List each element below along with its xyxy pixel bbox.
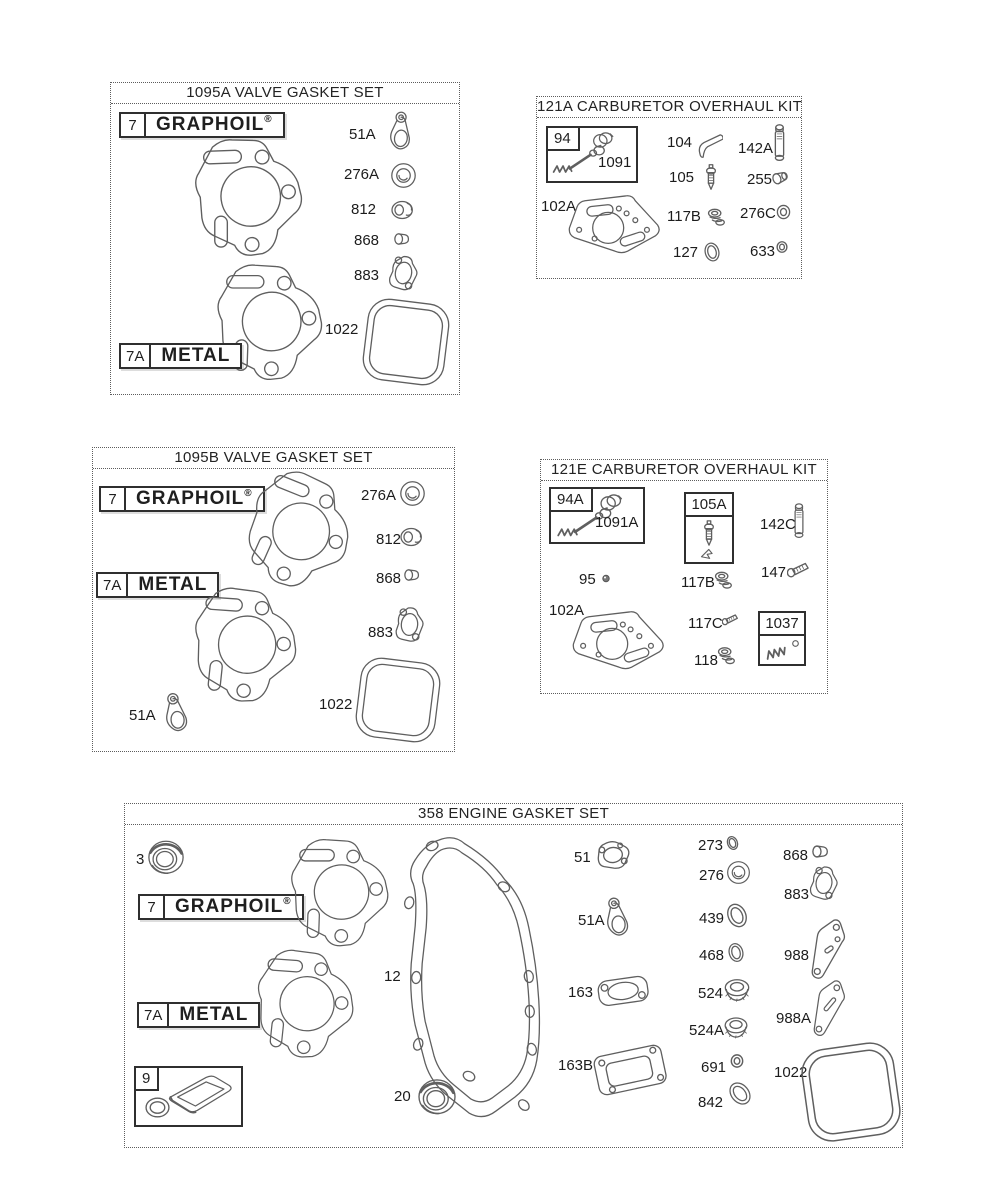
part-label-273: 273 <box>698 837 724 854</box>
part-label-12: 12 <box>384 968 401 985</box>
oval-seal-drawing <box>720 1074 760 1114</box>
subbox-number: 94 <box>548 128 580 151</box>
part-label-812: 812 <box>376 531 402 548</box>
oring-drawing <box>144 1096 171 1119</box>
part-label-1022: 1022 <box>325 321 359 338</box>
panel-121a-carburetor-overhaul-kit <box>536 96 802 279</box>
part-label-3: 3 <box>136 851 145 868</box>
part-label-20: 20 <box>394 1088 411 1105</box>
bolt-drawing <box>792 500 806 542</box>
part-label-147: 147 <box>761 564 787 581</box>
part-label-117B: 117B <box>667 208 701 225</box>
panel-1095a-valve-gasket-set <box>110 82 460 395</box>
part-label-988A: 988A <box>776 1010 812 1027</box>
part-label-142A: 142A <box>738 140 774 157</box>
tag-number: 7A <box>121 345 151 367</box>
part-label-883: 883 <box>354 267 380 284</box>
valve-cover-gasket-drawing <box>357 293 455 391</box>
tag-label: GRAPHOIL <box>156 114 265 135</box>
part-label-276C: 276C <box>740 205 776 222</box>
part-label-95: 95 <box>579 571 596 588</box>
breather-gasket-drawing <box>591 1039 669 1099</box>
clip-drawing <box>698 547 718 560</box>
part-label-883: 883 <box>784 886 810 903</box>
registered-mark: ® <box>244 488 253 499</box>
part-label-163: 163 <box>568 984 594 1001</box>
part-label-1091: 1091 <box>598 154 632 171</box>
cup-drawing <box>770 167 792 189</box>
head-gasket-drawing <box>182 576 308 714</box>
screw-plug-drawing <box>714 570 734 590</box>
panel-title: 358 ENGINE GASKET SET <box>125 804 902 825</box>
part-label-117C: 117C <box>688 615 723 632</box>
part-label-524: 524 <box>698 985 724 1002</box>
part-label-1022: 1022 <box>774 1064 808 1081</box>
rocker-seal-drawing <box>161 690 191 735</box>
part-label-102A: 102A <box>541 198 577 215</box>
part-label-868: 868 <box>354 232 380 249</box>
panel-title: 121E CARBURETOR OVERHAUL KIT <box>541 460 827 481</box>
part-label-276A: 276A <box>361 487 397 504</box>
head-gasket-drawing <box>245 937 365 1070</box>
float-needle-drawing <box>704 163 718 191</box>
welch-plug-drawing <box>723 1015 749 1041</box>
part-label-163B: 163B <box>558 1057 594 1074</box>
screw-plug-drawing <box>707 207 727 227</box>
tag-number: 7 <box>121 114 146 136</box>
part-label-51A: 51A <box>578 912 605 929</box>
part-label-127: 127 <box>673 244 699 261</box>
screw-drawing <box>787 560 809 578</box>
ring-drawing <box>729 1054 745 1068</box>
part-label-142C: 142C <box>760 516 796 533</box>
material-tag-metal <box>119 343 242 369</box>
subbox-number: 94A <box>551 489 593 512</box>
tag-label: GRAPHOIL <box>136 488 245 509</box>
oval-seal-drawing <box>700 239 723 265</box>
kit-subbox-9 <box>134 1066 243 1127</box>
bracket-gasket-drawing <box>810 919 846 981</box>
ring-drawing <box>776 241 788 253</box>
part-label-1091A: 1091A <box>595 514 639 531</box>
part-label-1022: 1022 <box>319 696 353 713</box>
grommet-drawing <box>399 480 426 507</box>
material-tag-graphoil <box>138 894 304 920</box>
subbox-number: 1037 <box>760 613 804 636</box>
part-label-868: 868 <box>376 570 402 587</box>
part-label-691: 691 <box>701 1059 727 1076</box>
part-label-276: 276 <box>699 867 725 884</box>
part-label-102A: 102A <box>549 602 585 619</box>
bracket-gasket-drawing <box>812 980 846 1038</box>
part-label-633: 633 <box>750 243 776 260</box>
kit-subbox-105A <box>684 492 734 564</box>
part-label-883: 883 <box>368 624 394 641</box>
ring-drawing <box>776 204 791 220</box>
valve-cover-gasket-drawing <box>795 1036 908 1149</box>
kit-subbox-94A <box>549 487 645 544</box>
part-label-524A: 524A <box>689 1022 725 1039</box>
part-label-105: 105 <box>669 169 695 186</box>
port-gasket-drawing <box>386 253 421 293</box>
rocker-seal-drawing <box>384 109 417 153</box>
screw-drawing <box>722 611 738 627</box>
tag-number: 7 <box>140 896 165 918</box>
panel-358-engine-gasket-set <box>124 803 903 1148</box>
head-gasket-drawing <box>233 461 364 601</box>
panel-title: 121A CARBURETOR OVERHAUL KIT <box>537 97 801 118</box>
panel-title: 1095B VALVE GASKET SET <box>93 448 454 469</box>
material-tag-metal <box>137 1002 260 1028</box>
part-label-812: 812 <box>351 201 377 218</box>
oval-seal-drawing <box>725 940 748 965</box>
registered-mark: ® <box>283 896 292 907</box>
part-label-439: 439 <box>699 910 725 927</box>
plug-drawing <box>404 568 421 582</box>
kit-subbox-94 <box>546 126 638 183</box>
grommet-drawing <box>726 860 751 885</box>
oil-seal-drawing <box>417 1076 457 1119</box>
part-label-51A: 51A <box>129 707 156 724</box>
head-gasket-drawing <box>177 121 320 273</box>
cover-gasket-drawing <box>160 1073 238 1114</box>
head-gasket-drawing <box>201 249 338 396</box>
pin-drawing <box>602 574 610 583</box>
registered-mark: ® <box>264 114 273 125</box>
port-gasket-drawing <box>807 862 841 904</box>
plug-drawing <box>812 844 830 859</box>
oval-seal-drawing <box>720 898 753 933</box>
tag-number: 7A <box>139 1004 169 1026</box>
subbox-number: 105A <box>686 494 732 517</box>
bolt-drawing <box>772 124 787 162</box>
carb-gasket-drawing <box>569 610 667 672</box>
part-label-118: 118 <box>694 652 718 669</box>
tag-label: METAL <box>161 345 231 366</box>
carb-gasket-drawing <box>564 194 664 256</box>
rocker-seal-drawing <box>602 895 632 939</box>
part-label-868: 868 <box>783 847 809 864</box>
spring-drawing <box>763 643 790 662</box>
panel-1095b-valve-gasket-set <box>92 447 455 752</box>
tag-label: GRAPHOIL <box>175 896 284 917</box>
float-needle-drawing <box>702 520 716 546</box>
subbox-number: 9 <box>136 1068 159 1091</box>
tag-number: 7A <box>98 574 128 596</box>
kit-subbox-1037 <box>758 611 806 666</box>
cap-drawing <box>599 494 623 511</box>
port-gasket-drawing <box>593 838 633 873</box>
part-label-468: 468 <box>699 947 725 964</box>
tag-label: METAL <box>179 1004 249 1025</box>
part-label-842: 842 <box>698 1094 724 1111</box>
oil-seal-drawing <box>147 839 185 877</box>
part-label-255: 255 <box>747 171 773 188</box>
part-label-51: 51 <box>574 849 591 866</box>
part-label-988: 988 <box>784 947 810 964</box>
part-label-276A: 276A <box>344 166 380 183</box>
part-label-117B: 117B <box>681 574 715 591</box>
cap-drawing <box>592 132 614 148</box>
washer-drawing <box>792 640 799 647</box>
welch-plug-drawing <box>723 977 751 1004</box>
tag-label: METAL <box>138 574 208 595</box>
part-label-51A: 51A <box>349 126 376 143</box>
seal-drawing <box>399 526 425 548</box>
part-label-104: 104 <box>667 134 693 151</box>
screw-plug-drawing <box>717 646 737 665</box>
intake-gasket-drawing <box>594 968 652 1011</box>
valve-cover-gasket-drawing <box>350 651 446 749</box>
panel-title: 1095A VALVE GASKET SET <box>111 83 459 104</box>
tag-number: 7 <box>101 488 126 510</box>
oval-seal-drawing <box>724 833 742 852</box>
clip-drawing <box>697 134 723 158</box>
plug-drawing <box>394 232 411 246</box>
material-tag-graphoil <box>99 486 265 512</box>
grommet-drawing <box>390 162 417 189</box>
seal-drawing <box>390 199 416 221</box>
port-gasket-drawing <box>393 605 425 644</box>
panel-121e-carburetor-overhaul-kit <box>540 459 828 694</box>
